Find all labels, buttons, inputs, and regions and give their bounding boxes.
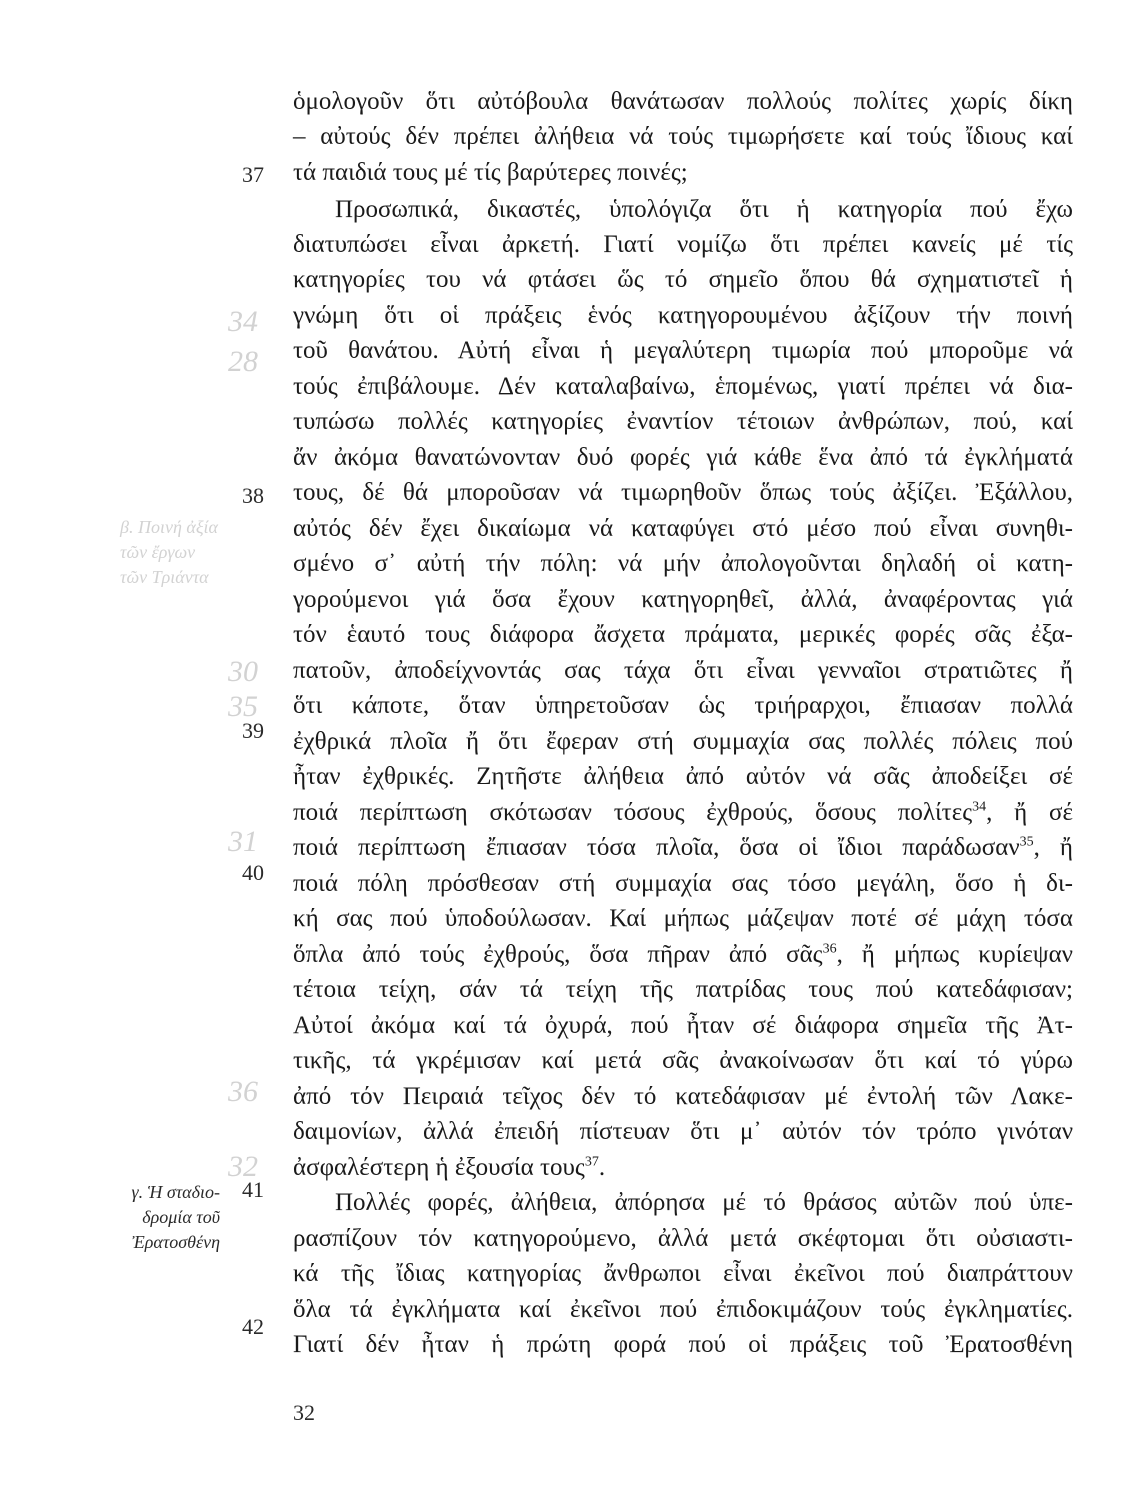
section-number: 38 <box>242 483 264 508</box>
bleed-through-number: 31 <box>228 825 258 858</box>
text-line: Προσωπικά, δικαστές, ὑπολόγιζα ὅτι ἡ κατηγορία πού ἔχω <box>335 196 1073 223</box>
text-line: πατοῦν, ἀποδείχνοντάς σας τάχα ὅτι εἶναι γενναῖοι στρατιῶτες ἤ <box>293 657 1073 684</box>
text-line: τους, δέ θά μποροῦσαν νά τιμωρηθοῦν ὅπως τούς ἀξίζει. Ἐξάλλου, <box>293 479 1073 506</box>
bleed-through-note: β. Ποινή ἀξία τῶν ἔργων τῶν Τριάντα <box>120 517 218 587</box>
footnote-marker: 36 <box>822 941 837 957</box>
marginal-note-line: δρομία τοῦ <box>142 1207 220 1227</box>
text-line: ὁμολογοῦν ὅτι αὐτόβουλα θανάτωσαν πολλούς πολίτες χωρίς δίκη <box>293 88 1073 115</box>
text-line <box>293 798 1073 828</box>
text-line <box>293 1153 1073 1183</box>
text-line: ἄν ἀκόμα θανατώνονταν δυό φορές γιά κάθε ἕνα ἀπό τά ἐγκλήματά <box>293 444 1073 471</box>
text-line: Γιατί δέν ἦταν ἡ πρώτη φορά πού οἱ πράξεις τοῦ Ἐρατοσθένη <box>293 1331 1073 1358</box>
marginal-note <box>75 1180 220 1255</box>
bleed-through-number: 30 <box>228 655 258 688</box>
text-line: τυπώσω πολλές κατηγορίες ἐναντίον τέτοιων ἀνθρώπων, πού, καί <box>293 408 1073 435</box>
text-fragment: ἀσφαλέστερη ἡ ἐξουσία τους <box>293 1154 585 1181</box>
text-line: ἦταν ἐχθρικές. Ζητῆστε ἀλήθεια ἀπό αὐτόν νά σᾶς ἀποδείξει σέ <box>293 763 1073 790</box>
text-line: δαιμονίων, ἀλλά ἐπειδή πίστευαν ὅτι μ᾽ αὐτόν τόν τρόπο γινόταν <box>293 1118 1073 1145</box>
text-line: γορούμενοι γιά ὅσα ἔχουν κατηγορηθεῖ, ἀλλά, ἀναφέροντας γιά <box>293 586 1073 613</box>
text-line: κή σας πού ὑποδούλωσαν. Καί μήπως μάζεψαν ποτέ σέ μάχη τόσα <box>293 905 1073 932</box>
section-number: 39 <box>242 718 264 743</box>
text-line: τούς ἐπιβάλουμε. Δέν καταλαβαίνω, ἑπομένως, γιατί πρέπει νά δια- <box>293 373 1073 400</box>
text-line <box>293 940 1073 970</box>
text-fragment: ποιά περίπτωση σκότωσαν τόσους ἐχθρούς, ὅσους πολίτες <box>293 799 973 826</box>
section-number: 40 <box>242 860 264 885</box>
text-line: τέτοια τείχη, σάν τά τείχη τῆς πατρίδας τους πού κατεδάφισαν; <box>293 976 1073 1003</box>
text-fragment: . <box>598 1154 606 1181</box>
text-fragment: , ἤ μήπως κυρίεψαν <box>836 941 1073 968</box>
bleed-through-number: 35 <box>228 690 258 723</box>
text-line: ποιά πόλη πρόσθεσαν στή συμμαχία σας τόσο μεγάλη, ὅσο ἡ δι- <box>293 870 1073 897</box>
text-line: ρασπίζουν τόν κατηγορούμενο, ἀλλά μετά σκέφτομαι ὅτι οὐσιαστι- <box>293 1225 1073 1252</box>
text-fragment: , ἤ <box>1033 834 1073 861</box>
text-line: ἀπό τόν Πειραιά τεῖχος δέν τό κατεδάφισαν μέ ἐντολή τῶν Λακε- <box>293 1083 1073 1110</box>
bleed-through-number: 32 <box>228 1150 258 1183</box>
text-line: τά παιδιά τους μέ τίς βαρύτερες ποινές; <box>293 159 688 186</box>
text-line: τικῆς, τά γκρέμισαν καί μετά σᾶς ἀνακοίνωσαν ὅτι καί τό γύρω <box>293 1047 1073 1074</box>
marginal-note-line: Ἐρατοσθένη <box>131 1232 220 1252</box>
section-number: 42 <box>242 1314 264 1339</box>
text-fragment: , ἤ σέ <box>986 799 1073 826</box>
bleed-through-number: 28 <box>228 345 258 378</box>
text-line: κατηγορίες του νά φτάσει ὥς τό σημεῖο ὅπου θά σχηματιστεῖ ἡ <box>293 266 1073 293</box>
text-line: αὐτός δέν ἔχει δικαίωμα νά καταφύγει στό μέσο πού εἶναι συνηθι- <box>293 515 1073 542</box>
text-line: ὅτι κάποτε, ὅταν ὑπηρετοῦσαν ὡς τριήραρχοι, ἔπιασαν πολλά <box>293 692 1073 719</box>
text-line: κά τῆς ἴδιας κατηγορίας ἄνθρωποι εἶναι ἐκεῖνοι πού διαπράττουν <box>293 1260 1073 1287</box>
text-line: ὅλα τά ἐγκλήματα καί ἐκεῖνοι πού ἐπιδοκιμάζουν τούς ἐγκληματίες. <box>293 1296 1073 1323</box>
text-line <box>293 833 1073 863</box>
text-line: Πολλές φορές, ἀλήθεια, ἀπόρησα μέ τό θράσος αὐτῶν πού ὑπε- <box>335 1189 1073 1216</box>
marginal-note-line: γ. Ἡ σταδιο- <box>131 1182 220 1202</box>
text-line: σμένο σ᾽ αὐτή τήν πόλη: νά μήν ἀπολογοῦνται δηλαδή οἱ κατη- <box>293 550 1073 577</box>
text-line: Αὐτοί ἀκόμα καί τά ὀχυρά, πού ἦταν σέ διάφορα σημεῖα τῆς Ἀτ- <box>293 1012 1073 1039</box>
text-line: τοῦ θανάτου. Αὐτή εἶναι ἡ μεγαλύτερη τιμωρία πού μποροῦμε νά <box>293 337 1073 364</box>
text-line: τόν ἑαυτό τους διάφορα ἄσχετα πράματα, μερικές φορές σᾶς ἐξα- <box>293 621 1073 648</box>
text-fragment: ποιά περίπτωση ἔπιασαν τόσα πλοῖα, ὅσα οἱ ἴδιοι παράδωσαν <box>293 834 1020 861</box>
bleed-through-number: 36 <box>228 1075 258 1108</box>
section-number: 37 <box>242 162 264 187</box>
footnote-marker: 37 <box>584 1154 599 1170</box>
text-line: ἐχθρικά πλοῖα ἤ ὅτι ἔφεραν στή συμμαχία σας πολλές πόλεις πού <box>293 728 1073 755</box>
text-line: διατυπώσει εἶναι ἀρκετή. Γιατί νομίζω ὅτι πρέπει κανείς μέ τίς <box>293 231 1073 258</box>
section-number: 41 <box>242 1177 264 1202</box>
page-number: 32 <box>293 1400 315 1425</box>
text-line: – αὐτούς δέν πρέπει ἀλήθεια νά τούς τιμωρήσετε καί τούς ἴδιους καί <box>293 123 1073 150</box>
footnote-marker: 35 <box>1019 834 1034 850</box>
bleed-through-number: 34 <box>228 305 258 338</box>
text-fragment: ὅπλα ἀπό τούς ἐχθρούς, ὅσα πῆραν ἀπό σᾶς <box>293 941 823 968</box>
footnote-marker: 34 <box>972 799 987 815</box>
text-line: γνώμη ὅτι οἱ πράξεις ἑνός κατηγορουμένου ἀξίζουν τήν ποινή <box>293 302 1073 329</box>
